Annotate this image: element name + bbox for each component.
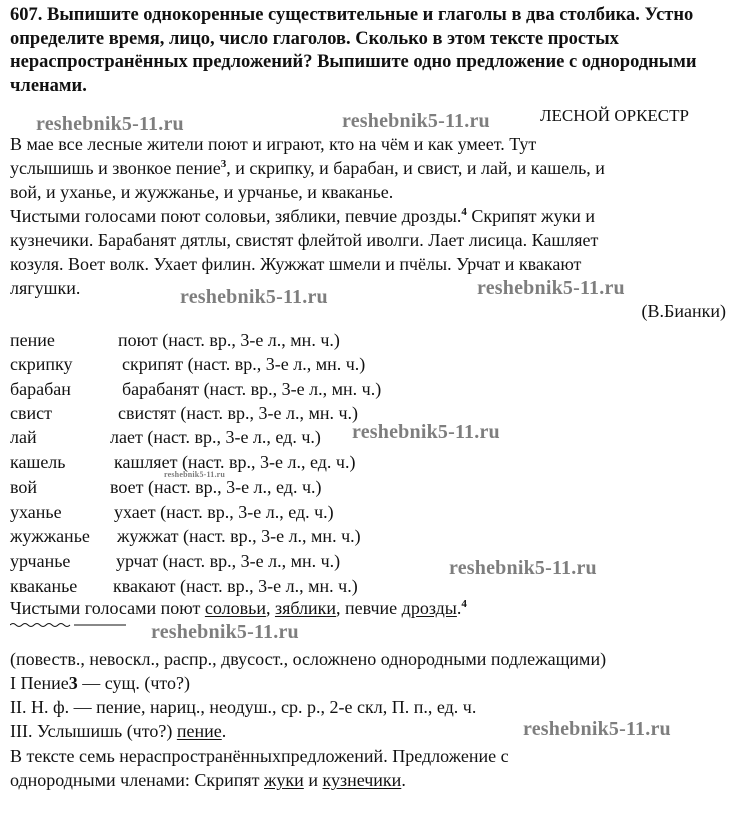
watermark: reshebnik5-11.ru (180, 286, 328, 308)
watermark: reshebnik5-11.ru (36, 113, 184, 135)
verb: квакают (наст. вр., 3-е л., мн. ч.) (113, 576, 358, 596)
subject-word: зяблики (274, 598, 337, 618)
verb: поют (наст. вр., 3-е л., мн. ч.) (118, 330, 340, 350)
watermark: reshebnik5-11.ru (449, 557, 597, 579)
story-line: услышишь и звонкое пение$^3$, и скрипку, и барабан, и свист, и лай, и кашель, и (10, 158, 605, 178)
wavy-underline (10, 622, 126, 628)
subject-word: соловьи (204, 598, 266, 618)
answer-line: В тексте семь нераспространённыхпредложений. Предложение с (10, 746, 509, 766)
watermark: reshebnik5-11.ru (477, 277, 625, 299)
noun: вой (10, 477, 38, 497)
footnote-mark: 3 (220, 158, 227, 170)
word-pair-row (10, 500, 334, 524)
verb: воет (наст. вр., 3-е л., ед. ч.) (110, 477, 322, 497)
parse-line: III. Услышишь (что?) пение. (10, 721, 227, 741)
watermark: reshebnik5-11.ru (164, 470, 226, 479)
story-line: кузнечики. Барабанят дятлы, свистят флейтой иволги. Лает лисица. Кашляет (10, 230, 599, 250)
story-line: Чистыми голосами поют соловьи, зяблики, певчие дрозды.$^4$ Скрипят жуки и (10, 206, 595, 226)
verb: урчат (наст. вр., 3-е л., мн. ч.) (116, 551, 341, 571)
verb: свистят (наст. вр., 3-е л., мн. ч.) (118, 403, 359, 423)
verb: ухает (наст. вр., 3-е л., ед. ч.) (114, 502, 334, 522)
noun: барабан (10, 379, 71, 399)
verb: жужжат (наст. вр., 3-е л., мн. ч.) (117, 526, 361, 546)
word-pair-row (10, 352, 365, 376)
footnote-mark: 4 (461, 206, 467, 218)
document (10, 4, 736, 98)
word-pair-row (10, 549, 340, 573)
parse-line: I Пение3 — сущ. (что?) (10, 673, 191, 693)
example-sentence: Чистыми голосами поют соловьи, зяблики, певчие дрозды.$^4$ (10, 598, 467, 618)
word-pair-row (10, 328, 340, 352)
task-text: 607. Выпишите однокоренные существительные и глаголы в два столбика. Устно определите время, лицо, число глаголов. Сколько в этом тексте простых нераспространённых предложений? Выпишите одно предложение с однородными членами. (10, 5, 697, 96)
story-title: ЛЕСНОЙ ОРКЕСТР (540, 106, 689, 125)
story-line: вой, и уханье, и жужжанье, и урчанье, и кваканье. (10, 182, 394, 202)
story-line: козуля. Воет волк. Ухает филин. Жужжат шмели и пчёлы. Урчат и квакают (10, 254, 582, 274)
watermark: reshebnik5-11.ru (151, 621, 299, 643)
watermark: reshebnik5-11.ru (352, 421, 500, 443)
noun: лай (10, 427, 37, 447)
verb: барабанят (наст. вр., 3-е л., мн. ч.) (122, 379, 382, 399)
parse-line: (повеств., невоскл., распр., двусост., осложнено однородными подлежащими) (10, 649, 607, 669)
verb: скрипят (наст. вр., 3-е л., мн. ч.) (122, 354, 366, 374)
word-pair-row (10, 401, 358, 425)
parse-line: II. Н. ф. — пение, нариц., неодуш., ср. р., 2-е скл, П. п., ед. ч. (10, 697, 477, 717)
noun: уханье (10, 502, 62, 522)
story-line: В мае все лесные жители поют и играют, кто на чём и как умеет. Тут (10, 134, 537, 154)
watermark: reshebnik5-11.ru (342, 110, 490, 132)
noun: кваканье (10, 576, 78, 596)
subject-word: дрозды (401, 598, 457, 618)
word-pair-row (10, 524, 361, 548)
story-line: лягушки. (10, 278, 81, 298)
author: (В.Бианки) (641, 301, 726, 321)
answer-line: однородными членами: Скрипят жуки и кузнечики. (10, 770, 406, 790)
noun: жужжанье (10, 526, 90, 546)
footnote-mark: 4 (461, 598, 467, 610)
word-pair-row (10, 377, 381, 401)
noun: урчанье (10, 551, 71, 571)
noun: пение (10, 330, 55, 350)
word-pair-row (10, 574, 358, 598)
word-pair-row (10, 425, 321, 449)
noun: кашель (10, 452, 66, 472)
verb: лает (наст. вр., 3-е л., ед. ч.) (110, 427, 321, 447)
verb: кашляет (наст. вр., 3-е л., ед. ч.) (114, 452, 356, 472)
noun: свист (10, 403, 52, 423)
watermark: reshebnik5-11.ru (523, 718, 671, 740)
noun: скрипку (10, 354, 73, 374)
